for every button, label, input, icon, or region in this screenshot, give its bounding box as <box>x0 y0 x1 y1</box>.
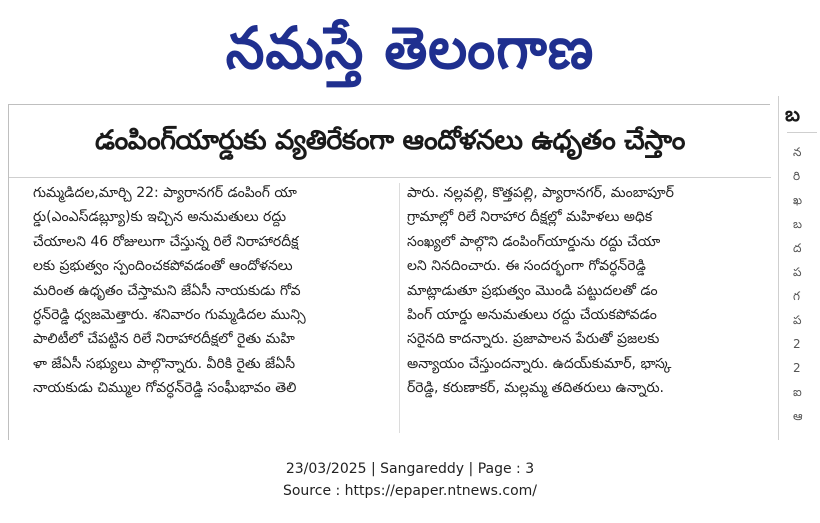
adjacent-glyph: ఆ <box>793 409 803 423</box>
article-headline: డంపింగ్‌యార్డుకు వ్యతిరేకంగా ఆందోళనలు ఉధృతం చేస్తాం <box>95 125 685 156</box>
adjacent-glyph: ఐ <box>793 385 802 399</box>
article-line: సరైనది కాదన్నారు. ప్రజాపాలన పేరుతో ప్రజలకు <box>407 331 660 348</box>
article-line: గ్రామాల్లో రిలే నిరాహార దీక్షల్లో మహిళలు అధిక <box>407 209 653 226</box>
article-line: సంఖ్యలో పాల్గొని డంపింగ్‌యార్డును రద్దు చేయా <box>407 233 661 250</box>
article-line: చేయాలని 46 రోజులుగా చేస్తున్న రిలే నిరాహారదీక్ష <box>33 233 299 250</box>
article-line: గుమ్మడిదల,మార్చి 22: ప్యారానగర్ డంపింగ్ యా <box>33 185 297 201</box>
headline-rule <box>9 177 771 178</box>
adjacent-glyph: గ <box>793 289 800 303</box>
article-line: ర్ధన్‌రెడ్డి ధ్వజమెత్తారు. శనివారం గుమ్మడిదల మున్సి <box>33 307 306 324</box>
adjacent-glyph: ద <box>793 241 802 255</box>
article-line: మాట్లాడుతూ ప్రభుత్వం మొండి పట్టుదలతో డం <box>407 282 658 299</box>
column-divider <box>399 183 400 433</box>
article-line: అన్యాయం చేస్తుందన్నారు. ఉదయ్‌కుమార్, భాస్క <box>407 355 672 372</box>
article-line: ర్డు(ఎంఎస్‌డబ్ల్యూ)కు ఇచ్చిన అనుమతులు రద్దు <box>33 209 287 226</box>
adjacent-text-fragment <box>793 140 803 428</box>
article-line: నాయకుడు చిమ్ముల గోవర్ధన్‌రెడ్డి సంఘీభావం తెలి <box>33 380 297 397</box>
article-line: ర్‌రెడ్డి, కరుణాకర్, మల్లమ్మ తదితరులు ఉన్నారు. <box>407 380 664 397</box>
article-line: లకు ప్రభుత్వం స్పందించకపోవడంతో ఆందోళనలు <box>33 258 293 275</box>
news-clipping <box>8 104 770 440</box>
adjacent-article-fragment <box>778 96 820 440</box>
article-line: ళా జేఏసీ సభ్యులు పాల్గొన్నారు. వీరికి రైతు జేఏసీ <box>33 355 296 372</box>
masthead <box>0 0 820 96</box>
adjacent-glyph: 2 <box>793 337 801 351</box>
article-line: పాలిటీలో చేపట్టిన రిలే నిరాహారదీక్షలో రైతు మహి <box>33 331 295 348</box>
article-column-right <box>407 181 759 401</box>
adjacent-glyph: ప <box>793 313 802 327</box>
adjacent-glyph: న <box>793 145 802 159</box>
newspaper-title: నమస్తే తెలంగాణ <box>225 14 595 82</box>
adjacent-glyph: రి <box>793 169 801 183</box>
adjacent-rule <box>787 132 817 133</box>
edition-info: 23/03/2025 | Sangareddy | Page : 3 <box>285 461 535 477</box>
article-line: మరింత ఉధృతం చేస్తామని జేఏసీ నాయకుడు గోవ <box>33 282 301 299</box>
adjacent-headline-fragment: బ <box>785 102 800 126</box>
article-line: లని నినదించారు. ఈ సందర్భంగా గోవర్ధన్‌రెడ్డి <box>407 258 646 275</box>
source-info: Source : https://epaper.ntnews.com/ <box>282 483 538 499</box>
page-footer <box>0 458 820 502</box>
article-column-left <box>33 181 385 401</box>
article-line: పింగ్ యార్డు అనుమతులు రద్దు చేయకపోవడం <box>407 307 657 324</box>
adjacent-glyph: ఖ <box>793 193 803 207</box>
adjacent-glyph: 2 <box>793 361 801 375</box>
adjacent-glyph: ప <box>793 265 802 279</box>
article-line: పారు. నల్లవల్లి, కొత్తపల్లి, ప్యారానగర్, మంబాపూర్ <box>407 185 674 201</box>
adjacent-glyph: బ <box>793 217 803 231</box>
